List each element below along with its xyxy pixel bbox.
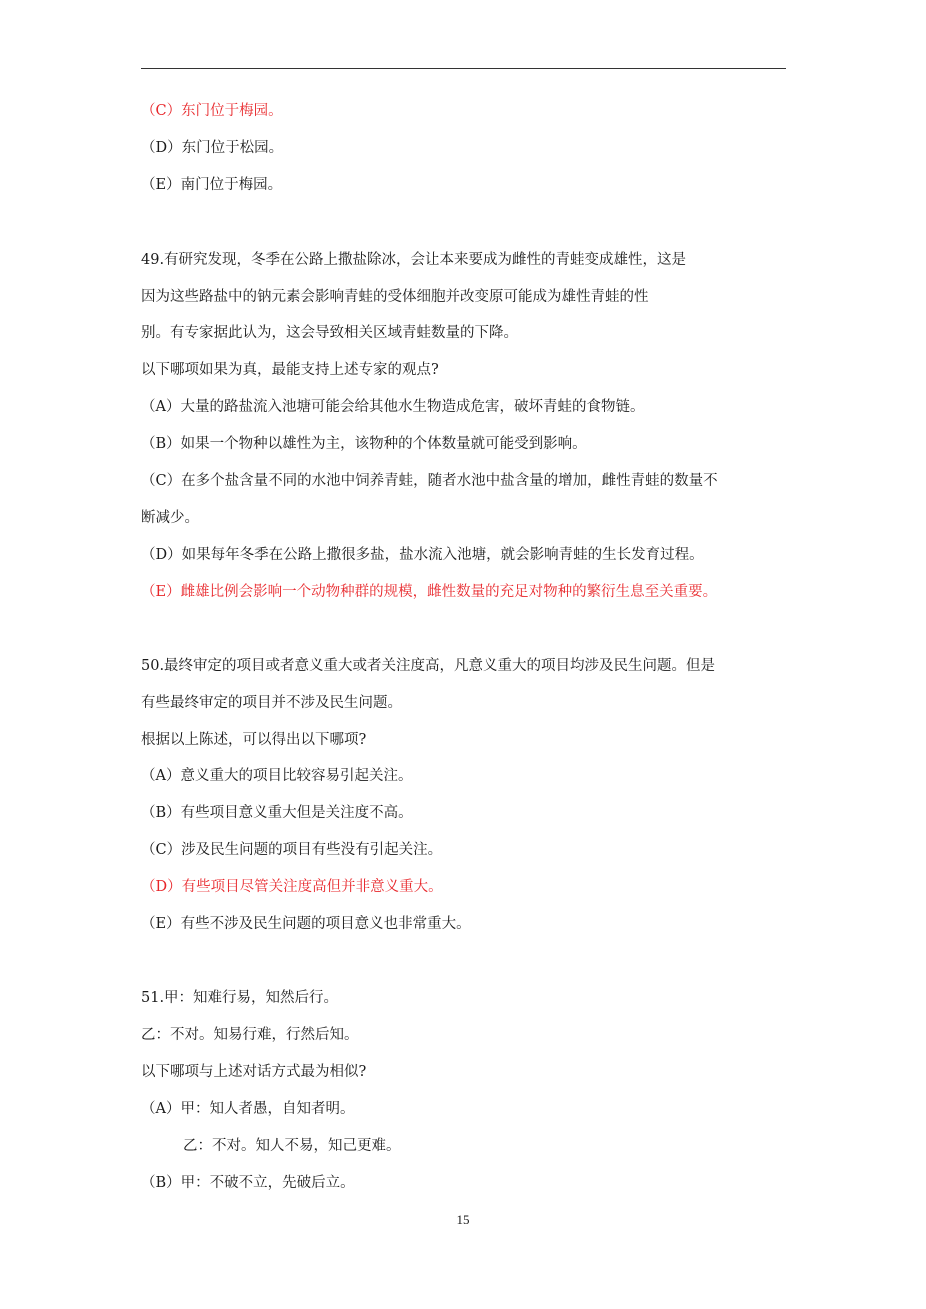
q51-stem-line-2: 乙：不对。知易行难，行然后知。 [141,1027,359,1043]
q50-stem-line-2: 有些最终审定的项目并不涉及民生问题。 [141,695,402,711]
q50-option-e: （E）有些不涉及民生问题的项目意义也非常重大。 [141,916,471,932]
q49-option-c: （C）在多个盐含量不同的水池中饲养青蛙，随者水池中盐含量的增加，雌性青蛙的数量不 [141,473,718,489]
q49-option-e: （E）雌雄比例会影响一个动物种群的规模，雌性数量的充足对物种的繁衍生息至关重要。 [141,584,718,600]
q50-option-d: （D）有些项目尽管关注度高但并非意义重大。 [141,879,443,895]
q51-option-a-reply: 乙：不对。知人不易，知己更难。 [183,1138,401,1154]
q49-stem-line-2: 因为这些路盐中的钠元素会影响青蛙的受体细胞并改变原可能成为雄性青蛙的性 [141,289,649,305]
header-rule [141,68,786,69]
q51-option-b: （B）甲：不破不立，先破后立。 [141,1175,355,1191]
q51-question: 以下哪项与上述对话方式最为相似? [141,1064,367,1080]
prev-option-d: （D）东门位于松园。 [141,140,284,156]
page-number: 15 [456,1212,470,1227]
q49-stem-line-1: 49.有研究发现，冬季在公路上撒盐除冰，会让本来要成为雌性的青蛙变成雄性，这是 [141,252,687,268]
q49-stem-line-3: 别。有专家据此认为，这会导致相关区域青蛙数量的下降。 [141,325,518,341]
q49-question: 以下哪项如果为真，最能支持上述专家的观点? [141,362,439,378]
q49-option-c-cont: 断减少。 [141,510,199,526]
q50-option-a: （A）意义重大的项目比较容易引起关注。 [141,768,413,784]
q49-option-d: （D）如果每年冬季在公路上撒很多盐，盐水流入池塘，就会影响青蛙的生长发育过程。 [141,547,704,563]
q50-stem-line-1: 50.最终审定的项目或者意义重大或者关注度高，凡意义重大的项目均涉及民生问题。但是 [141,658,716,674]
q51-option-a: （A）甲：知人者愚，自知者明。 [141,1101,355,1117]
q50-option-c: （C）涉及民生问题的项目有些没有引起关注。 [141,842,443,858]
q50-option-b: （B）有些项目意义重大但是关注度不高。 [141,805,413,821]
prev-option-e: （E）南门位于梅园。 [141,177,283,193]
q51-stem-line-1: 51.甲：知难行易，知然后行。 [141,990,339,1006]
q50-question: 根据以上陈述，可以得出以下哪项? [141,732,367,748]
q49-option-a: （A）大量的路盐流入池塘可能会给其他水生物造成危害，破坏青蛙的食物链。 [141,399,645,415]
prev-option-c: （C）东门位于梅园。 [141,103,283,119]
q49-option-b: （B）如果一个物种以雄性为主，该物种的个体数量就可能受到影响。 [141,436,587,452]
